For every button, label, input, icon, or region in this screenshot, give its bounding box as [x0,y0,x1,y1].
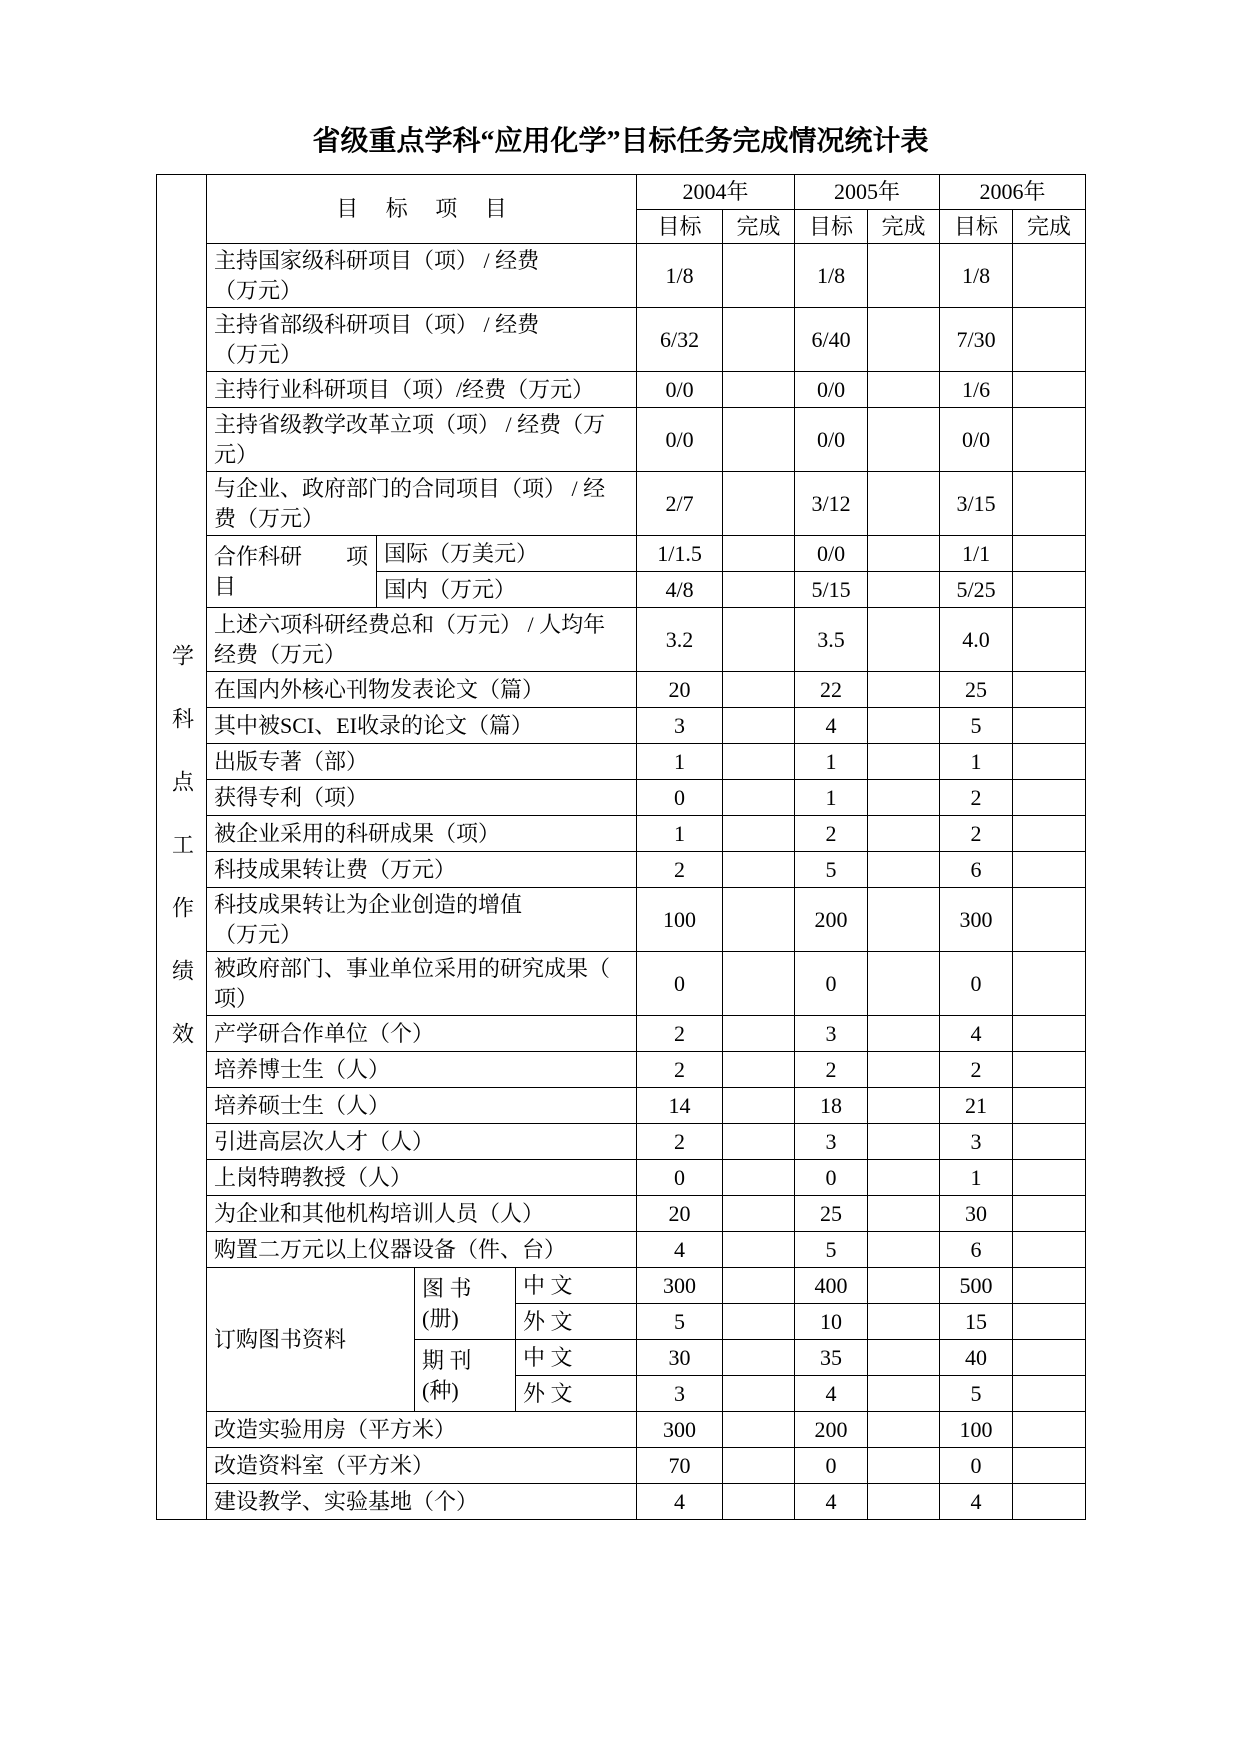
target-2005: 35 [795,1340,868,1376]
done-2006 [1013,1412,1086,1448]
side-label: 学科点工作绩效 [169,643,195,1085]
books-group-label: 图 书 (册) [415,1268,516,1340]
done-2004 [723,1016,795,1052]
target-2006: 100 [940,1412,1013,1448]
done-2004 [723,536,795,572]
books-lang-label: 外 文 [516,1376,637,1412]
done-2006 [1013,708,1086,744]
target-2006: 6 [940,852,1013,888]
done-2005 [868,572,940,608]
target-2005: 18 [795,1088,868,1124]
target-header-2004: 目标 [637,210,723,244]
done-header-2005: 完成 [868,210,940,244]
item-label: 上述六项科研经费总和（万元） / 人均年 经费（万元） [207,608,637,672]
target-2006: 30 [940,1196,1013,1232]
done-2006 [1013,244,1086,308]
table-row [157,1160,1086,1196]
target-2005: 200 [795,888,868,952]
done-2005 [868,1088,940,1124]
done-2006 [1013,408,1086,472]
done-2004 [723,1052,795,1088]
done-2006 [1013,1340,1086,1376]
done-2004 [723,308,795,372]
target-2005: 1 [795,780,868,816]
table-row [157,308,1086,372]
item-label: 购置二万元以上仪器设备（件、台） [207,1232,637,1268]
done-2006 [1013,1448,1086,1484]
item-label: 科技成果转让费（万元） [207,852,637,888]
done-2004 [723,572,795,608]
target-2005: 2 [795,1052,868,1088]
target-2005: 10 [795,1304,868,1340]
target-2005: 1/8 [795,244,868,308]
table-row [157,952,1086,1016]
done-2004 [723,852,795,888]
target-2006: 40 [940,1340,1013,1376]
done-2005 [868,1196,940,1232]
target-2005: 0/0 [795,372,868,408]
books-lang-label: 中 文 [516,1340,637,1376]
target-2004: 30 [637,1340,723,1376]
done-2004 [723,1268,795,1304]
done-2004 [723,244,795,308]
target-2004: 0 [637,1160,723,1196]
target-2004: 1 [637,744,723,780]
target-2004: 0 [637,780,723,816]
target-2006: 1/8 [940,244,1013,308]
done-2005 [868,1448,940,1484]
target-2004: 4 [637,1232,723,1268]
target-2006: 5 [940,1376,1013,1412]
target-2005: 0/0 [795,536,868,572]
target-2006: 7/30 [940,308,1013,372]
done-2006 [1013,952,1086,1016]
target-2005: 200 [795,1412,868,1448]
done-2004 [723,608,795,672]
done-2004 [723,672,795,708]
done-2006 [1013,1268,1086,1304]
done-2005 [868,244,940,308]
done-2006 [1013,536,1086,572]
target-2006: 4 [940,1484,1013,1520]
target-2006: 4 [940,1016,1013,1052]
target-2005: 3 [795,1016,868,1052]
done-2004 [723,1232,795,1268]
target-2006: 1 [940,744,1013,780]
target-2004: 6/32 [637,308,723,372]
target-2004: 1/1.5 [637,536,723,572]
done-2005 [868,536,940,572]
year-header-2006: 2006年 [940,175,1086,210]
done-2005 [868,1304,940,1340]
target-2005: 6/40 [795,308,868,372]
done-2006 [1013,852,1086,888]
table-row [157,472,1086,536]
books-lang-label: 中 文 [516,1268,637,1304]
done-2006 [1013,1016,1086,1052]
target-2005: 0 [795,1448,868,1484]
done-2005 [868,1160,940,1196]
target-2005: 400 [795,1268,868,1304]
item-label: 主持国家级科研项目（项） / 经费 （万元） [207,244,637,308]
table-row [157,1232,1086,1268]
done-2006 [1013,1124,1086,1160]
target-2006: 0 [940,1448,1013,1484]
target-2005: 5 [795,1232,868,1268]
target-2004: 1 [637,816,723,852]
target-2005: 0 [795,952,868,1016]
target-2005: 4 [795,1484,868,1520]
target-2006: 1/6 [940,372,1013,408]
done-2006 [1013,1160,1086,1196]
target-2006: 0 [940,952,1013,1016]
done-2005 [868,308,940,372]
target-2006: 25 [940,672,1013,708]
target-2004: 2 [637,1052,723,1088]
done-2006 [1013,1304,1086,1340]
item-label: 被企业采用的科研成果（项） [207,816,637,852]
table-row [157,780,1086,816]
target-2004: 300 [637,1412,723,1448]
target-2004: 2/7 [637,472,723,536]
table-row [157,372,1086,408]
done-2006 [1013,372,1086,408]
books-lang-label: 外 文 [516,1304,637,1340]
year-header-2004: 2004年 [637,175,795,210]
done-2004 [723,952,795,1016]
item-label: 其中被SCI、EI收录的论文（篇） [207,708,637,744]
done-header-2004: 完成 [723,210,795,244]
item-label: 主持行业科研项目（项）/经费（万元） [207,372,637,408]
done-2004 [723,1412,795,1448]
table-row [157,1412,1086,1448]
target-2005: 2 [795,816,868,852]
done-2006 [1013,572,1086,608]
table-row [157,1088,1086,1124]
table-row [157,744,1086,780]
target-2005: 4 [795,1376,868,1412]
target-2004: 4 [637,1484,723,1520]
done-2006 [1013,816,1086,852]
target-2006: 2 [940,780,1013,816]
done-2006 [1013,308,1086,372]
done-2006 [1013,472,1086,536]
target-header-2006: 目标 [940,210,1013,244]
done-2006 [1013,1484,1086,1520]
target-2005: 0 [795,1160,868,1196]
target-2004: 0/0 [637,372,723,408]
target-2005: 5 [795,852,868,888]
table-row [157,408,1086,472]
done-2005 [868,1124,940,1160]
item-header: 目 标 项 目 [207,175,637,244]
table-row [157,1016,1086,1052]
target-2006: 300 [940,888,1013,952]
table-row [157,672,1086,708]
item-label: 培养硕士生（人） [207,1088,637,1124]
performance-table [156,174,1086,1520]
item-label: 科技成果转让为企业创造的增值 （万元） [207,888,637,952]
item-label: 获得专利（项） [207,780,637,816]
done-2006 [1013,672,1086,708]
target-2005: 4 [795,708,868,744]
item-label: 在国内外核心刊物发表论文（篇） [207,672,637,708]
target-2004: 4/8 [637,572,723,608]
item-label: 改造资料室（平方米） [207,1448,637,1484]
done-2006 [1013,744,1086,780]
target-2006: 6 [940,1232,1013,1268]
done-2005 [868,372,940,408]
target-2006: 500 [940,1268,1013,1304]
item-label: 上岗特聘教授（人） [207,1160,637,1196]
target-2004: 14 [637,1088,723,1124]
done-2006 [1013,608,1086,672]
done-2004 [723,1340,795,1376]
done-2004 [723,1196,795,1232]
target-2004: 3 [637,1376,723,1412]
done-2005 [868,888,940,952]
table-row [157,1448,1086,1484]
done-2004 [723,1376,795,1412]
item-label: 建设教学、实验基地（个） [207,1484,637,1520]
item-label: 主持省部级科研项目（项） / 经费 （万元） [207,308,637,372]
done-2004 [723,744,795,780]
done-2005 [868,852,940,888]
document-title: 省级重点学科“应用化学”目标任务完成情况统计表 [312,126,929,157]
done-2004 [723,1484,795,1520]
done-2004 [723,472,795,536]
done-2005 [868,780,940,816]
target-2004: 2 [637,1124,723,1160]
done-2004 [723,1448,795,1484]
done-2005 [868,1484,940,1520]
target-2004: 1/8 [637,244,723,308]
table-row [157,816,1086,852]
done-2004 [723,888,795,952]
table-row [157,852,1086,888]
table-row [157,1484,1086,1520]
target-2006: 3/15 [940,472,1013,536]
done-2005 [868,1232,940,1268]
done-2004 [723,1160,795,1196]
target-2005: 0/0 [795,408,868,472]
target-2006: 2 [940,816,1013,852]
target-2004: 0 [637,952,723,1016]
target-2004: 20 [637,1196,723,1232]
target-2004: 2 [637,852,723,888]
done-2005 [868,1340,940,1376]
item-label: 改造实验用房（平方米） [207,1412,637,1448]
item-label: 被政府部门、事业单位采用的研究成果（ 项） [207,952,637,1016]
done-2004 [723,372,795,408]
target-2006: 1/1 [940,536,1013,572]
done-2005 [868,1268,940,1304]
done-2005 [868,952,940,1016]
target-2005: 1 [795,744,868,780]
done-2005 [868,1412,940,1448]
done-2006 [1013,888,1086,952]
collab-label: 合作科研 项 目 [207,536,377,608]
done-2005 [868,816,940,852]
target-2006: 1 [940,1160,1013,1196]
table-row [157,1268,1086,1304]
side-label-cell [157,175,207,1520]
target-2004: 100 [637,888,723,952]
table-row [157,1124,1086,1160]
done-2005 [868,744,940,780]
done-2005 [868,1016,940,1052]
done-2005 [868,608,940,672]
done-2004 [723,708,795,744]
target-2005: 3/12 [795,472,868,536]
done-2005 [868,1052,940,1088]
done-2005 [868,408,940,472]
table-row [157,888,1086,952]
done-2004 [723,780,795,816]
target-2005: 3 [795,1124,868,1160]
item-label: 培养博士生（人） [207,1052,637,1088]
item-label: 引进高层次人才（人） [207,1124,637,1160]
item-label: 出版专著（部） [207,744,637,780]
target-2004: 5 [637,1304,723,1340]
done-2006 [1013,1088,1086,1124]
done-header-2006: 完成 [1013,210,1086,244]
target-2006: 0/0 [940,408,1013,472]
target-2006: 3 [940,1124,1013,1160]
table-row [157,708,1086,744]
done-2004 [723,1088,795,1124]
year-header-2005: 2005年 [795,175,940,210]
item-label: 为企业和其他机构培训人员（人） [207,1196,637,1232]
target-2004: 3.2 [637,608,723,672]
done-2004 [723,1124,795,1160]
done-2005 [868,672,940,708]
target-2006: 5/25 [940,572,1013,608]
done-2004 [723,816,795,852]
table-row [157,1196,1086,1232]
target-2005: 22 [795,672,868,708]
books-label: 订购图书资料 [207,1268,415,1412]
target-2006: 2 [940,1052,1013,1088]
done-2006 [1013,1232,1086,1268]
target-2005: 5/15 [795,572,868,608]
target-2005: 3.5 [795,608,868,672]
done-2005 [868,708,940,744]
target-2004: 2 [637,1016,723,1052]
target-2004: 70 [637,1448,723,1484]
target-header-2005: 目标 [795,210,868,244]
target-2006: 15 [940,1304,1013,1340]
table-row [157,1052,1086,1088]
item-label: 产学研合作单位（个） [207,1016,637,1052]
done-2005 [868,1376,940,1412]
done-2006 [1013,780,1086,816]
target-2006: 4.0 [940,608,1013,672]
table-row [157,244,1086,308]
books-group-label: 期 刊 (种) [415,1340,516,1412]
target-2004: 0/0 [637,408,723,472]
target-2005: 25 [795,1196,868,1232]
header-row-years [157,175,1086,210]
table-row [157,608,1086,672]
target-2004: 3 [637,708,723,744]
table-row [157,536,1086,572]
target-2006: 5 [940,708,1013,744]
done-2005 [868,472,940,536]
done-2004 [723,408,795,472]
target-2006: 21 [940,1088,1013,1124]
done-2006 [1013,1052,1086,1088]
target-2004: 20 [637,672,723,708]
collab-sub-label: 国内（万元） [377,572,637,608]
done-2006 [1013,1196,1086,1232]
done-2006 [1013,1376,1086,1412]
target-2004: 300 [637,1268,723,1304]
collab-sub-label: 国际（万美元） [377,536,637,572]
done-2004 [723,1304,795,1340]
item-label: 主持省级教学改革立项（项） / 经费（万 元） [207,408,637,472]
item-label: 与企业、政府部门的合同项目（项） / 经 费（万元） [207,472,637,536]
